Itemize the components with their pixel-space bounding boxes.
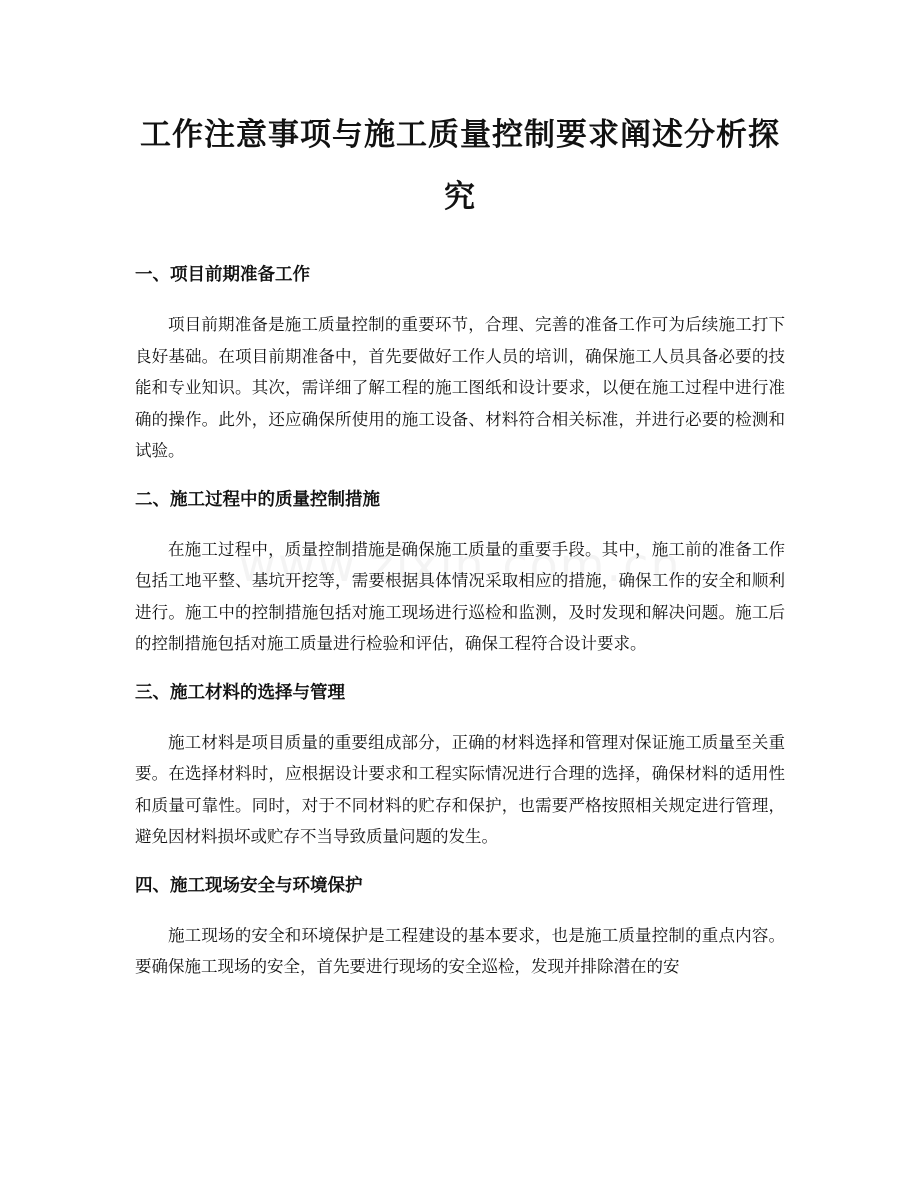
- section-heading-4: 四、施工现场安全与环境保护: [135, 875, 363, 896]
- document-title: 工作注意事项与施工质量控制要求阐述分析探究: [140, 117, 780, 215]
- section-heading-2: 二、施工过程中的质量控制措施: [135, 489, 380, 510]
- section-paragraph-1: 项目前期准备是施工质量控制的重要环节，合理、完善的准备工作可为后续施工打下良好基础。在项目前期准备中，首先要做好工作人员的培训，确保施工人员具备必要的技能和专业知识。其次，需详细了解工程的施工图纸和设计要求，以便在施工过程中进行准确的操作。此外，还应确保所使用的施工设备、材料符合相关标准，并进行必要的检测和试验。: [135, 315, 785, 460]
- section-heading-3: 三、施工材料的选择与管理: [135, 682, 345, 703]
- section-paragraph-4: 施工现场的安全和环境保护是工程建设的基本要求，也是施工质量控制的重点内容。要确保施工现场的安全，首先要进行现场的安全巡检，发现并排除潜在的安: [135, 925, 785, 976]
- section-paragraph-2: 在施工过程中，质量控制措施是确保施工质量的重要手段。其中，施工前的准备工作包括工地平整、基坑开挖等，需要根据具体情况采取相应的措施，确保工作的安全和顺利进行。施工中的控制措施包括对施工现场进行巡检和监测，及时发现和解决问题。施工后的控制措施包括对施工质量进行检验和评估，确保工程符合设计要求。: [135, 539, 785, 653]
- section-paragraph-3: 施工材料是项目质量的重要组成部分，正确的材料选择和管理对保证施工质量至关重要。在选择材料时，应根据设计要求和工程实际情况进行合理的选择，确保材料的适用性和质量可靠性。同时，对于不同材料的贮存和保护，也需要严格按照相关规定进行管理，避免因材料损坏或贮存不当导致质量问题的发生。: [135, 732, 785, 846]
- section-heading-1: 一、项目前期准备工作: [135, 265, 310, 285]
